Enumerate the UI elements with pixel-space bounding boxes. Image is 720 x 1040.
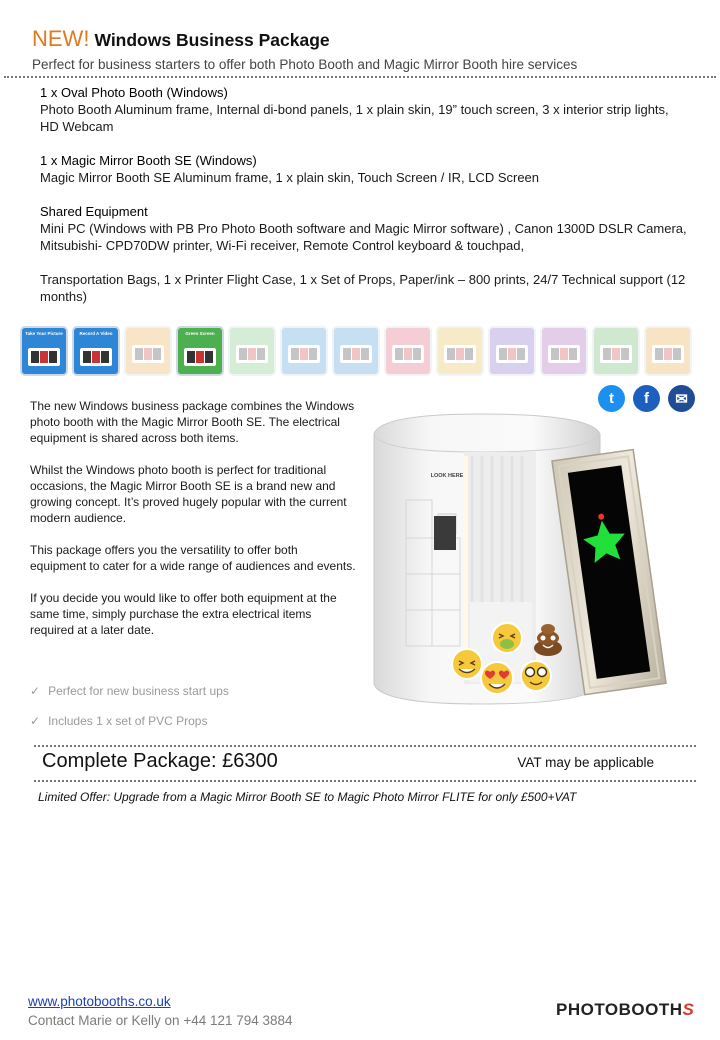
sick-emoji-icon [492,623,522,653]
spec-extras [40,271,690,305]
description-paragraph: If you decide you would like to offer both equipment at the same time, simply purchase the extra electrical items required at a later date. [30,591,337,637]
feature-tile-label: Take Your Picture [25,331,63,336]
photo-strip-icon [26,339,62,374]
feature-tile [176,326,224,376]
feature-tile [280,326,328,376]
checkmark-icon: ✓ [30,714,41,728]
feature-tile-label: Record A Video [79,331,113,336]
feature-tile [72,326,120,376]
people-icon [390,334,426,374]
feature-tile [488,326,536,376]
spec-heading: 1 x Oval Photo Booth (Windows) [40,85,228,100]
new-badge: NEW! [32,26,90,51]
title-line [32,26,692,52]
print-icon [546,334,582,374]
feature-bullets [30,684,356,744]
contact-info: Contact Marie or Kelly on +44 121 794 3884 [28,1013,293,1028]
phone-icon [494,334,530,374]
feature-tile [644,326,692,376]
logo-accent: S [682,1000,695,1019]
bullet-item [30,684,356,698]
photobooths-logo [556,1000,694,1020]
bullet-text: Perfect for new business start ups [48,684,229,698]
gif-icon [442,334,478,374]
package-price: Complete Package: £6300 [42,750,278,772]
spec-text: Photo Booth Aluminum frame, Internal di-bond panels, 1 x plain skin, 19” touch screen, 3 x interior strip lights, HD Webcam [40,102,669,134]
photo-strip-icon [130,334,166,374]
description-paragraph: This package offers you the versatility to offer both equipment to cater for a wide range of audiences and events. [30,543,356,573]
laughing-emoji-icon [452,649,482,679]
social-share-icons [598,385,695,412]
twitter-icon[interactable]: t [598,385,625,412]
price-row [42,750,662,773]
limited-offer: Limited Offer: Upgrade from a Magic Mirror Booth SE to Magic Photo Mirror FLITE for only £500+VAT [38,790,577,804]
spec-shared-equipment [40,203,690,254]
website-link[interactable]: www.photobooths.co.uk [28,994,171,1009]
feature-tile [332,326,380,376]
spec-oval-booth [40,84,690,135]
survey-icon [598,334,634,374]
page-title: Windows Business Package [94,30,330,50]
email-icon[interactable]: ✉ [668,385,695,412]
facebook-icon[interactable]: f [633,385,660,412]
booth-sign: LOOK HERE [430,473,464,479]
price-divider-top [34,745,696,747]
video-camera-icon [78,339,114,374]
page-subtitle: Perfect for business starters to offer both Photo Booth and Magic Mirror Booth hire services [32,57,578,72]
header-divider [4,76,716,78]
message-icon [650,334,686,374]
spec-text: Mini PC (Windows with PB Pro Photo Booth software and Magic Mirror software) , Canon 1300D DSLR Camera, Mitsubishi- CPD70DW printer, Wi-Fi receiver, Remote Control keyboard & touchpad, [40,221,687,253]
feature-icon-strip [20,326,700,378]
spec-heading: 1 x Magic Mirror Booth SE (Windows) [40,153,257,168]
bullet-text: Includes 1 x set of PVC Props [48,714,208,728]
nerd-emoji-icon [521,661,551,691]
spec-text: Transportation Bags, 1 x Printer Flight Case, 1 x Set of Props, Paper/ink – 800 prints, 24/7 Technical support (12 months) [40,272,686,304]
checkmark-icon: ✓ [30,684,41,698]
heart-eyes-emoji-icon [481,662,513,694]
logo-text: PHOTOBOOTH [556,1000,683,1019]
feature-tile [228,326,276,376]
spec-magic-mirror [40,152,690,186]
vat-note: VAT may be applicable [517,755,654,770]
green-screen-icon [182,339,218,374]
feature-tile [540,326,588,376]
share-icon [338,334,374,374]
description-paragraph: Whilst the Windows photo booth is perfect for traditional occasions, the Magic Mirror Booth SE is a brand new and growing concept. It’s proved hugely popular with the current modern audience. [30,463,347,525]
feature-tile [592,326,640,376]
camera-icon [286,334,322,374]
feature-tile-label: Green Screen [185,331,215,336]
feature-tile [20,326,68,376]
feature-tile [384,326,432,376]
product-illustration [360,412,702,730]
bullet-item [30,714,356,728]
footer [28,992,293,1030]
price-divider-bottom [34,780,696,782]
feature-tile [124,326,172,376]
description-paragraph: The new Windows business package combines the Windows photo booth with the Magic Mirror Booth SE. The electrical equipment is shared across both items. [30,399,355,445]
spec-heading: Shared Equipment [40,204,148,219]
package-specs [40,84,690,322]
photo-icon [234,334,270,374]
page-header [32,26,692,72]
package-description [30,398,356,654]
feature-tile [436,326,484,376]
spec-text: Magic Mirror Booth SE Aluminum frame, 1 x plain skin, Touch Screen / IR, LCD Screen [40,170,540,185]
